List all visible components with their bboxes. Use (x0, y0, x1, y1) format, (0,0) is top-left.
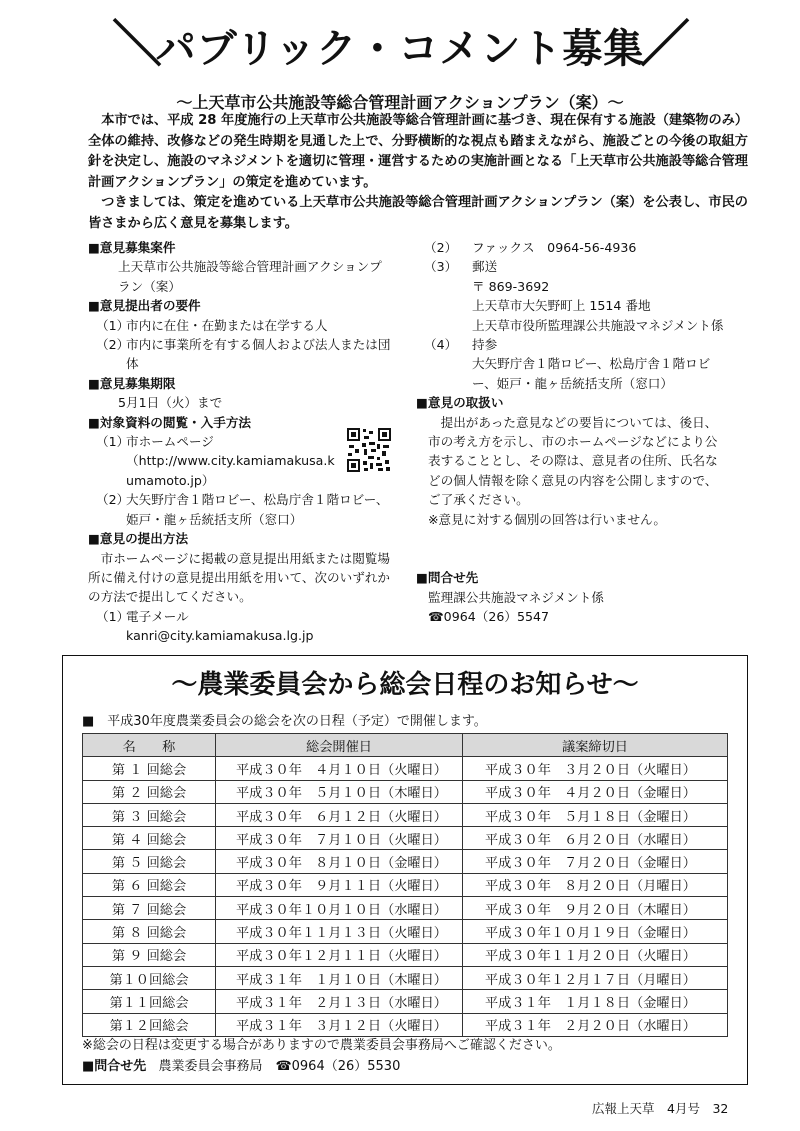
header-name: 名 称 (83, 734, 216, 757)
header-meeting-date: 総会開催日 (216, 734, 463, 757)
schedule-note: ※総会の日程は変更する場合がありますので農業委員会事務局へご確認ください。 (82, 1038, 561, 1053)
submission-body: 市ホームページに掲載の意見提出用紙または閲覧場所に備え付けの意見提出用紙を用いて、次のいずれかの方法で提出してください。 (88, 550, 390, 605)
box-contact (82, 1055, 400, 1074)
materials-item: （2） 大矢野庁舎１階ロビー、松島庁舎１階ロビー、姫戸・龍ヶ岳統括支所（窓口） (96, 492, 389, 527)
post-line: 上天草市大矢野町上 1514 番地 (472, 298, 651, 314)
section-heading-submission: ■意見の提出方法 (88, 531, 189, 547)
table-header-row (83, 734, 728, 757)
method-post: （3） 郵送 (424, 259, 498, 275)
requirement-item: （1） 市内に在住・在勤または在学する人 (96, 317, 328, 333)
table-row: 第 ８ 回総会 平成３０年１１月１３日（火曜日） 平成３０年１０月１９日（金曜日） (83, 920, 728, 943)
intro-paragraph-1: 本市では、平成 28 年度施行の上天草市公共施設等総合管理計画に基づき、現在保有する施設（建築物のみ）全体の維持、改修などの発生時期を見通した上で、分野横断的な視点も踏まえながら、施設ごとの今後の取組方針を決定し、施設のマネジメントを適切に管理・運営するための実施計画となる「上天草市公共施設等総合管理計画アクションプラン」の策定を進めています。 (88, 113, 749, 190)
page-subtitle: ～上天草市公共施設等総合管理計画アクションプラン（案）～ (176, 93, 624, 112)
title-deco-right: ／ (640, 15, 690, 73)
schedule-table (82, 733, 728, 1037)
table-row: 第 ９ 回総会 平成３０年１２月１１日（火曜日） 平成３０年１１月２０日（火曜日） (83, 943, 728, 966)
title-deco-left: ＼ (112, 15, 162, 73)
homepage-url[interactable]: （http://www.city.kamiamakusa.kumamoto.jp） (126, 453, 335, 488)
table-row: 第 ５ 回総会 平成３０年 ８月１０日（金曜日） 平成３０年 ７月２０日（金曜日） (83, 850, 728, 873)
table-row: 第 ２ 回総会 平成３０年 ５月１０日（木曜日） 平成３０年 ４月２０日（金曜日） (83, 780, 728, 803)
handling-note: ※意見に対する個別の回答は行いません。 (428, 511, 666, 527)
section-heading-deadline: ■意見募集期限 (88, 375, 176, 391)
table-row: 第 ３ 回総会 平成３０年 ６月１２日（火曜日） 平成３０年 ５月１８日（金曜日） (83, 803, 728, 826)
box-contact-label: ■問合せ先 (82, 1059, 147, 1074)
table-row: 第 ４ 回総会 平成３０年 ７月１０日（火曜日） 平成３０年 ６月２０日（水曜日） (83, 827, 728, 850)
table-row: 第１２回総会 平成３１年 ３月１２日（火曜日） 平成３１年 ２月２０日（水曜日） (83, 1013, 728, 1036)
requirement-item: （2） 市内に事業所を有する個人および法人または団体 (96, 337, 391, 372)
post-line: 上天草市役所監理課公共施設マネジメント係 (472, 317, 724, 333)
method-bring: （4） 持参 (424, 337, 498, 353)
contact-tel: ☎0964（26）5547 (428, 608, 549, 624)
box-title: ～農業委員会から総会日程のお知らせ～ (171, 670, 639, 700)
header-deadline: 議案締切日 (463, 734, 728, 757)
section-heading-contact: ■問合せ先 (416, 570, 479, 586)
table-row: 第 １ 回総会 平成３０年 ４月１０日（火曜日） 平成３０年 ３月２０日（火曜日） (83, 757, 728, 780)
right-column (416, 238, 728, 626)
table-row: 第１１回総会 平成３１年 ２月１３日（水曜日） 平成３１年 １月１８日（金曜日） (83, 990, 728, 1013)
bring-body: 大矢野庁舎１階ロビー、松島庁舎１階ロビー、姫戸・龍ヶ岳統括支所（窓口） (472, 356, 711, 391)
page-footer: 広報上天草 4月号 32 (592, 1101, 729, 1116)
table-row: 第 ６ 回総会 平成３０年 ９月１１日（火曜日） 平成３０年 ８月２０日（月曜日） (83, 873, 728, 896)
section-heading-handling: ■意見の取扱い (416, 395, 504, 411)
handling-body: 提出があった意見などの要旨については、後日、市の考え方を示し、市のホームページなどにより公表することとし、その際は、意見者の住所、氏名などの個人情報を除く意見の内容を公開しますので、ご了承ください。 (428, 414, 718, 508)
intro-paragraph-2: つきましては、策定を進めている上天草市公共施設等総合管理計画アクションプラン（案）を公表し、市民の皆さまから広く意見を募集します。 (88, 195, 748, 231)
table-row: 第 ７ 回総会 平成３０年１０月１０日（水曜日） 平成３０年 ９月２０日（木曜日） (83, 897, 728, 920)
qr-code-icon[interactable] (346, 427, 392, 473)
page-title: パブリック・コメント募集 (155, 26, 645, 72)
method-fax: （2） ファックス 0964-56-4936 (424, 240, 637, 255)
submission-item: （1） 電子メール kanri@city.kamiamakusa.lg.jp (96, 608, 314, 644)
deadline-body: 5月1日（火）まで (118, 395, 223, 411)
contact-body: 監理課公共施設マネジメント係 (428, 589, 604, 605)
section-heading-materials: ■対象資料の閲覧・入手方法 (88, 414, 252, 430)
section-heading-requirements: ■意見提出者の要件 (88, 298, 201, 314)
table-row: 第１０回総会 平成３１年 １月１０日（木曜日） 平成３０年１２月１７日（月曜日） (83, 966, 728, 989)
box-contact-body: 農業委員会事務局 ☎0964（26）5530 (158, 1059, 401, 1074)
materials-item: （1） 市ホームページ （http://www.city.kamiamakusa.kumamoto.jp） (96, 434, 335, 488)
post-line: 〒 869-3692 (472, 278, 550, 294)
case-body: 上天草市公共施設等総合管理計画アクションプラン（案） (118, 259, 382, 294)
email-address[interactable]: kanri@city.kamiamakusa.lg.jp (126, 628, 314, 644)
section-heading-case: ■意見募集案件 (88, 240, 176, 255)
box-intro: ■ 平成30年度農業委員会の総会を次の日程（予定）で開催します。 (82, 714, 487, 729)
intro (88, 111, 748, 234)
